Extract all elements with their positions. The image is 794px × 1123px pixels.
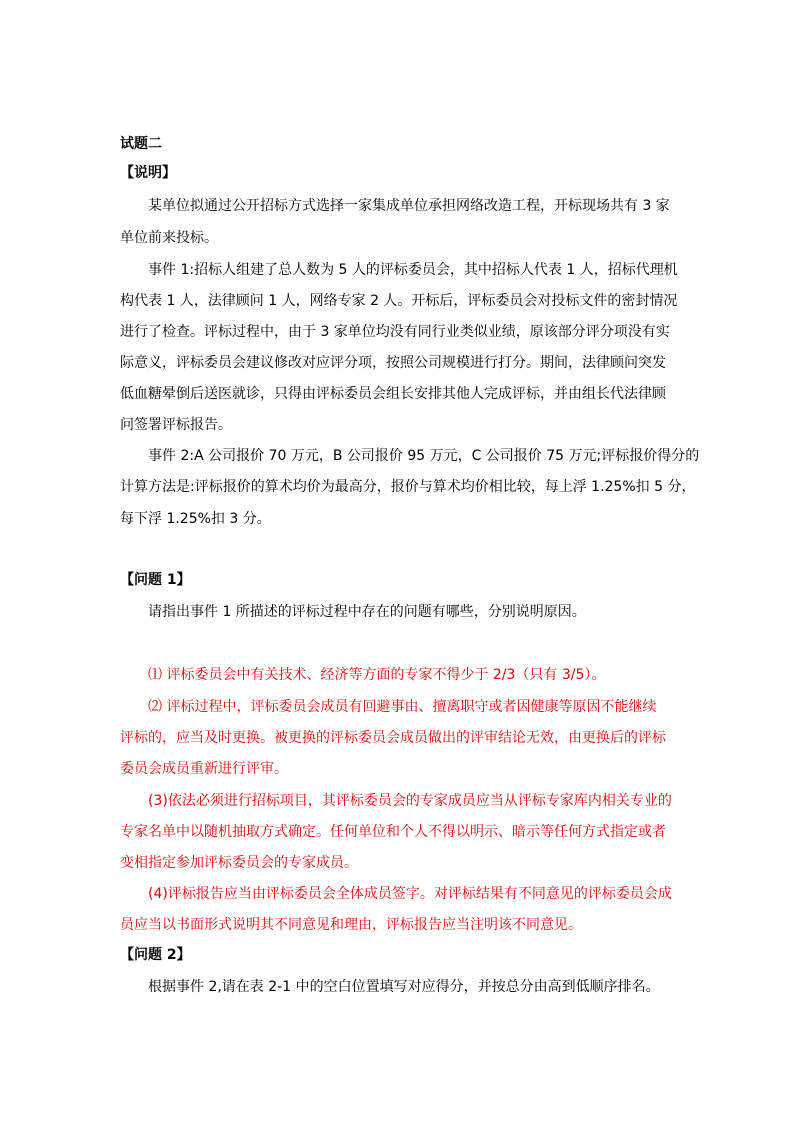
event1-line: 构代表 1 人，法律顾问 1 人，网络专家 2 人。开标后，评标委员会对投标文件的密封情况 xyxy=(120,293,678,309)
event1-line: 问签署评标报告。 xyxy=(120,417,232,433)
event1-line: 际意义，评标委员会建议修改对应评分项，按照公司规模进行打分。期间，法律顾问突发 xyxy=(120,355,666,371)
answer-line: 专家名单中以随机抽取方式确定。任何单位和个人不得以明示、暗示等任何方式指定或者 xyxy=(120,824,666,840)
intro-line: 单位前来投标。 xyxy=(120,230,218,246)
event1-line: 进行了检查。评标过程中，由于 3 家单位均没有同行业类似业绩，原该部分评分项没有实 xyxy=(120,324,670,340)
question1-heading: 【问题 1】 xyxy=(120,572,191,588)
section-heading-shuoming: 【说明】 xyxy=(120,165,176,181)
answer-line: ⑴ 评标委员会中有关技术、经济等方面的专家不得少于 2/3（只有 3/5）。 xyxy=(148,667,606,683)
event2-line: 事件 2:A 公司报价 70 万元，B 公司报价 95 万元，C 公司报价 75 万元;评标报价得分的 xyxy=(148,448,700,464)
answer-line: (3)依法必须进行招标项目，其评标委员会的专家成员应当从评标专家库内相关专业的 xyxy=(148,793,672,809)
event1-line: 低血糖晕倒后送医就诊，只得由评标委员会组长安排其他人完成评标，并由组长代法律顾 xyxy=(120,386,666,402)
question2-text: 根据事件 2,请在表 2-1 中的空白位置填写对应得分，并按总分由高到低顺序排名。 xyxy=(148,979,660,995)
answer-line: 员应当以书面形式说明其不同意见和理由，评标报告应当注明该不同意见。 xyxy=(120,917,582,933)
answer-line: 评标的，应当及时更换。被更换的评标委员会成员做出的评审结论无效，由更换后的评标 xyxy=(120,730,666,746)
answer-line: 变相指定参加评标委员会的专家成员。 xyxy=(120,855,358,871)
question2-heading: 【问题 2】 xyxy=(120,947,191,963)
answer-line: (4)评标报告应当由评标委员会全体成员签字。对评标结果有不同意见的评标委员会成 xyxy=(148,886,672,902)
intro-line: 某单位拟通过公开招标方式选择一家集成单位承担网络改造工程，开标现场共有 3 家 xyxy=(148,198,670,214)
event2-line: 每下浮 1.25%扣 3 分。 xyxy=(120,511,271,527)
event1-line: 事件 1:招标人组建了总人数为 5 人的评标委员会，其中招标人代表 1 人，招标代理机 xyxy=(148,262,678,278)
answer-line: ⑵ 评标过程中，评标委员会成员有回避事由、擅离职守或者因健康等原因不能继续 xyxy=(148,699,657,715)
event2-line: 计算方法是:评标报价的算术均价为最高分，报价与算术均价相比较，每上浮 1.25%扣 5 分， xyxy=(120,479,696,495)
question1-text: 请指出事件 1 所描述的评标过程中存在的问题有哪些，分别说明原因。 xyxy=(148,604,586,620)
answer-line: 委员会成员重新进行评审。 xyxy=(120,761,288,777)
exam-title: 试题二 xyxy=(120,136,162,152)
